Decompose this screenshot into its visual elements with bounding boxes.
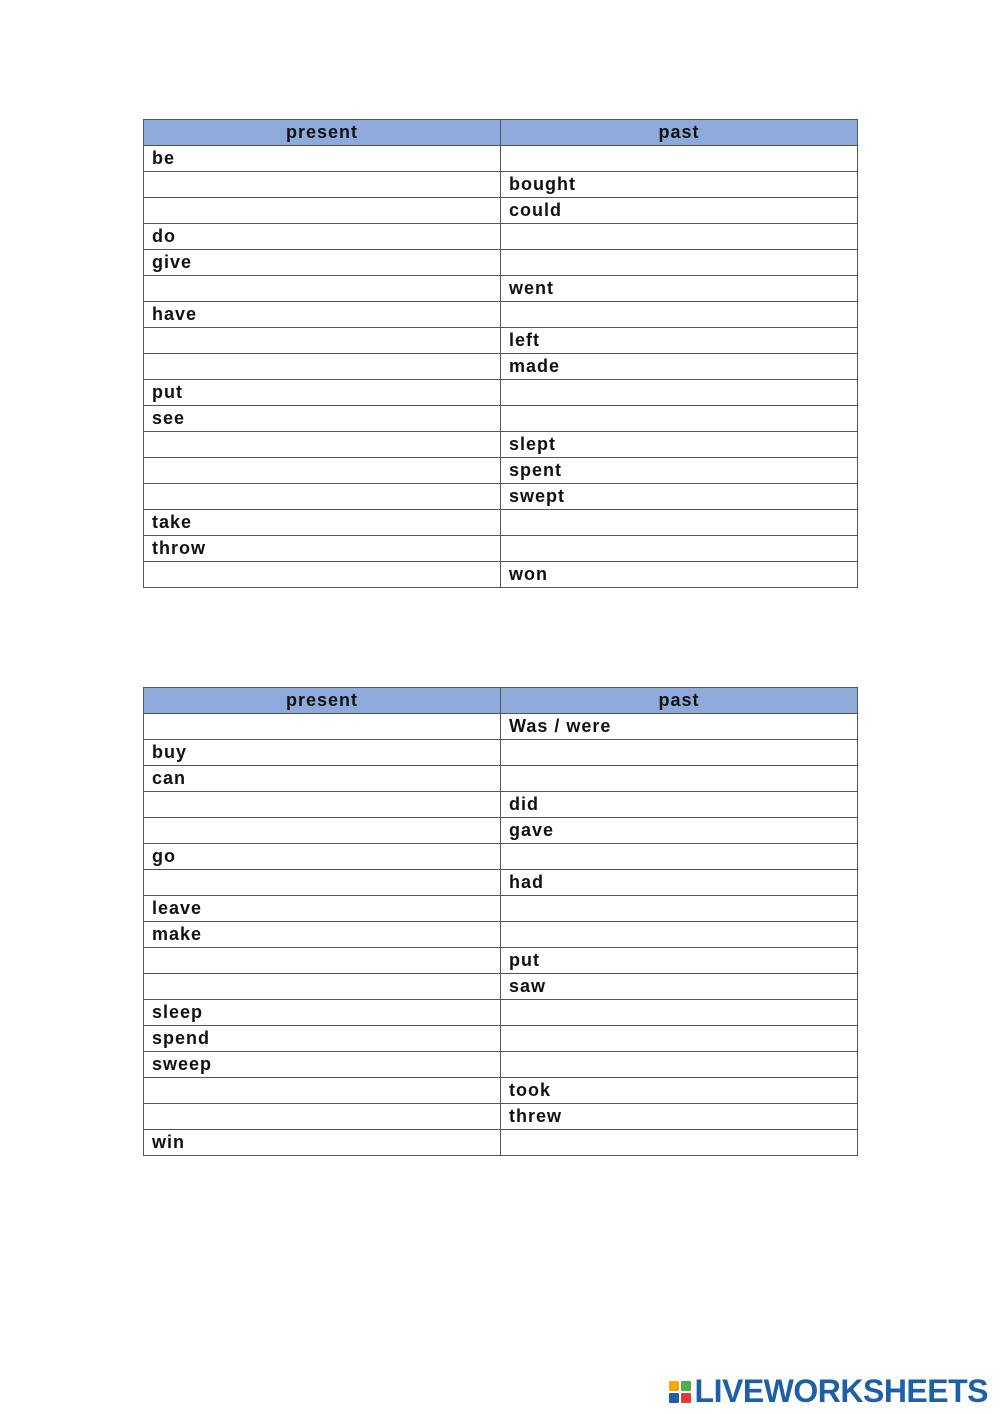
table-row bbox=[144, 896, 858, 922]
cell-present[interactable] bbox=[144, 432, 501, 458]
cell-past[interactable] bbox=[501, 224, 858, 250]
cell-present[interactable] bbox=[144, 818, 501, 844]
cell-present[interactable] bbox=[144, 562, 501, 588]
cell-past: slept bbox=[501, 432, 858, 458]
cell-past[interactable] bbox=[501, 302, 858, 328]
cell-present: throw bbox=[144, 536, 501, 562]
cell-past[interactable] bbox=[501, 766, 858, 792]
table-row bbox=[144, 146, 858, 172]
table-row bbox=[144, 818, 858, 844]
cell-present[interactable] bbox=[144, 458, 501, 484]
cell-past: bought bbox=[501, 172, 858, 198]
table-row bbox=[144, 406, 858, 432]
table-row bbox=[144, 740, 858, 766]
cell-past[interactable] bbox=[501, 896, 858, 922]
cell-present[interactable] bbox=[144, 198, 501, 224]
cell-present: buy bbox=[144, 740, 501, 766]
header-present: present bbox=[144, 688, 501, 714]
table-row bbox=[144, 1130, 858, 1156]
cell-present[interactable] bbox=[144, 484, 501, 510]
table-row bbox=[144, 302, 858, 328]
logo-square bbox=[669, 1381, 679, 1391]
liveworksheets-logo bbox=[669, 1373, 988, 1410]
table-row bbox=[144, 766, 858, 792]
cell-past: had bbox=[501, 870, 858, 896]
table-row bbox=[144, 1104, 858, 1130]
table-row bbox=[144, 432, 858, 458]
table-row bbox=[144, 458, 858, 484]
table-row bbox=[144, 922, 858, 948]
cell-past[interactable] bbox=[501, 1000, 858, 1026]
cell-past: made bbox=[501, 354, 858, 380]
cell-past[interactable] bbox=[501, 536, 858, 562]
table-row bbox=[144, 354, 858, 380]
table-header-row bbox=[144, 688, 858, 714]
table-row bbox=[144, 948, 858, 974]
table-row bbox=[144, 974, 858, 1000]
cell-past[interactable] bbox=[501, 406, 858, 432]
cell-past: threw bbox=[501, 1104, 858, 1130]
cell-past[interactable] bbox=[501, 380, 858, 406]
cell-present[interactable] bbox=[144, 276, 501, 302]
cell-present: win bbox=[144, 1130, 501, 1156]
cell-present: take bbox=[144, 510, 501, 536]
cell-present[interactable] bbox=[144, 354, 501, 380]
table-row bbox=[144, 870, 858, 896]
cell-past: won bbox=[501, 562, 858, 588]
cell-past: went bbox=[501, 276, 858, 302]
logo-text: LIVEWORKSHEETS bbox=[694, 1373, 988, 1409]
cell-past[interactable] bbox=[501, 740, 858, 766]
cell-present: see bbox=[144, 406, 501, 432]
cell-present: have bbox=[144, 302, 501, 328]
table-row bbox=[144, 484, 858, 510]
header-past: past bbox=[501, 120, 858, 146]
cell-present: put bbox=[144, 380, 501, 406]
cell-present: sweep bbox=[144, 1052, 501, 1078]
table-row bbox=[144, 1078, 858, 1104]
cell-past[interactable] bbox=[501, 1130, 858, 1156]
logo-square bbox=[681, 1393, 691, 1403]
cell-past: spent bbox=[501, 458, 858, 484]
table-row bbox=[144, 224, 858, 250]
cell-past: saw bbox=[501, 974, 858, 1000]
cell-present[interactable] bbox=[144, 1078, 501, 1104]
cell-past[interactable] bbox=[501, 146, 858, 172]
cell-past[interactable] bbox=[501, 1026, 858, 1052]
table-row bbox=[144, 844, 858, 870]
cell-present[interactable] bbox=[144, 948, 501, 974]
table-row bbox=[144, 1052, 858, 1078]
table-row bbox=[144, 562, 858, 588]
cell-past[interactable] bbox=[501, 1052, 858, 1078]
table-row bbox=[144, 792, 858, 818]
table-row bbox=[144, 1026, 858, 1052]
cell-past: gave bbox=[501, 818, 858, 844]
table-row bbox=[144, 510, 858, 536]
header-past: past bbox=[501, 688, 858, 714]
cell-present[interactable] bbox=[144, 870, 501, 896]
cell-present: be bbox=[144, 146, 501, 172]
cell-present: go bbox=[144, 844, 501, 870]
verb-table-2 bbox=[143, 687, 858, 1156]
cell-past: did bbox=[501, 792, 858, 818]
cell-past: left bbox=[501, 328, 858, 354]
cell-past[interactable] bbox=[501, 922, 858, 948]
cell-present[interactable] bbox=[144, 974, 501, 1000]
cell-present[interactable] bbox=[144, 328, 501, 354]
table-row bbox=[144, 276, 858, 302]
table-row bbox=[144, 380, 858, 406]
cell-present: leave bbox=[144, 896, 501, 922]
table-row bbox=[144, 172, 858, 198]
table-row bbox=[144, 328, 858, 354]
table-row bbox=[144, 250, 858, 276]
table-row bbox=[144, 1000, 858, 1026]
cell-past: swept bbox=[501, 484, 858, 510]
cell-present: can bbox=[144, 766, 501, 792]
cell-past: Was / were bbox=[501, 714, 858, 740]
verb-table-1 bbox=[143, 119, 858, 588]
cell-past[interactable] bbox=[501, 844, 858, 870]
table-row bbox=[144, 536, 858, 562]
header-present: present bbox=[144, 120, 501, 146]
cell-present: spend bbox=[144, 1026, 501, 1052]
logo-square bbox=[681, 1381, 691, 1391]
cell-past[interactable] bbox=[501, 250, 858, 276]
cell-present: sleep bbox=[144, 1000, 501, 1026]
logo-icon bbox=[669, 1381, 691, 1403]
cell-present: do bbox=[144, 224, 501, 250]
cell-past: put bbox=[501, 948, 858, 974]
cell-present[interactable] bbox=[144, 792, 501, 818]
cell-present: make bbox=[144, 922, 501, 948]
cell-past: could bbox=[501, 198, 858, 224]
logo-square bbox=[669, 1393, 679, 1403]
table-header-row bbox=[144, 120, 858, 146]
cell-present[interactable] bbox=[144, 1104, 501, 1130]
table-row bbox=[144, 714, 858, 740]
cell-present: give bbox=[144, 250, 501, 276]
table-row bbox=[144, 198, 858, 224]
cell-past: took bbox=[501, 1078, 858, 1104]
cell-present[interactable] bbox=[144, 172, 501, 198]
cell-present[interactable] bbox=[144, 714, 501, 740]
cell-past[interactable] bbox=[501, 510, 858, 536]
